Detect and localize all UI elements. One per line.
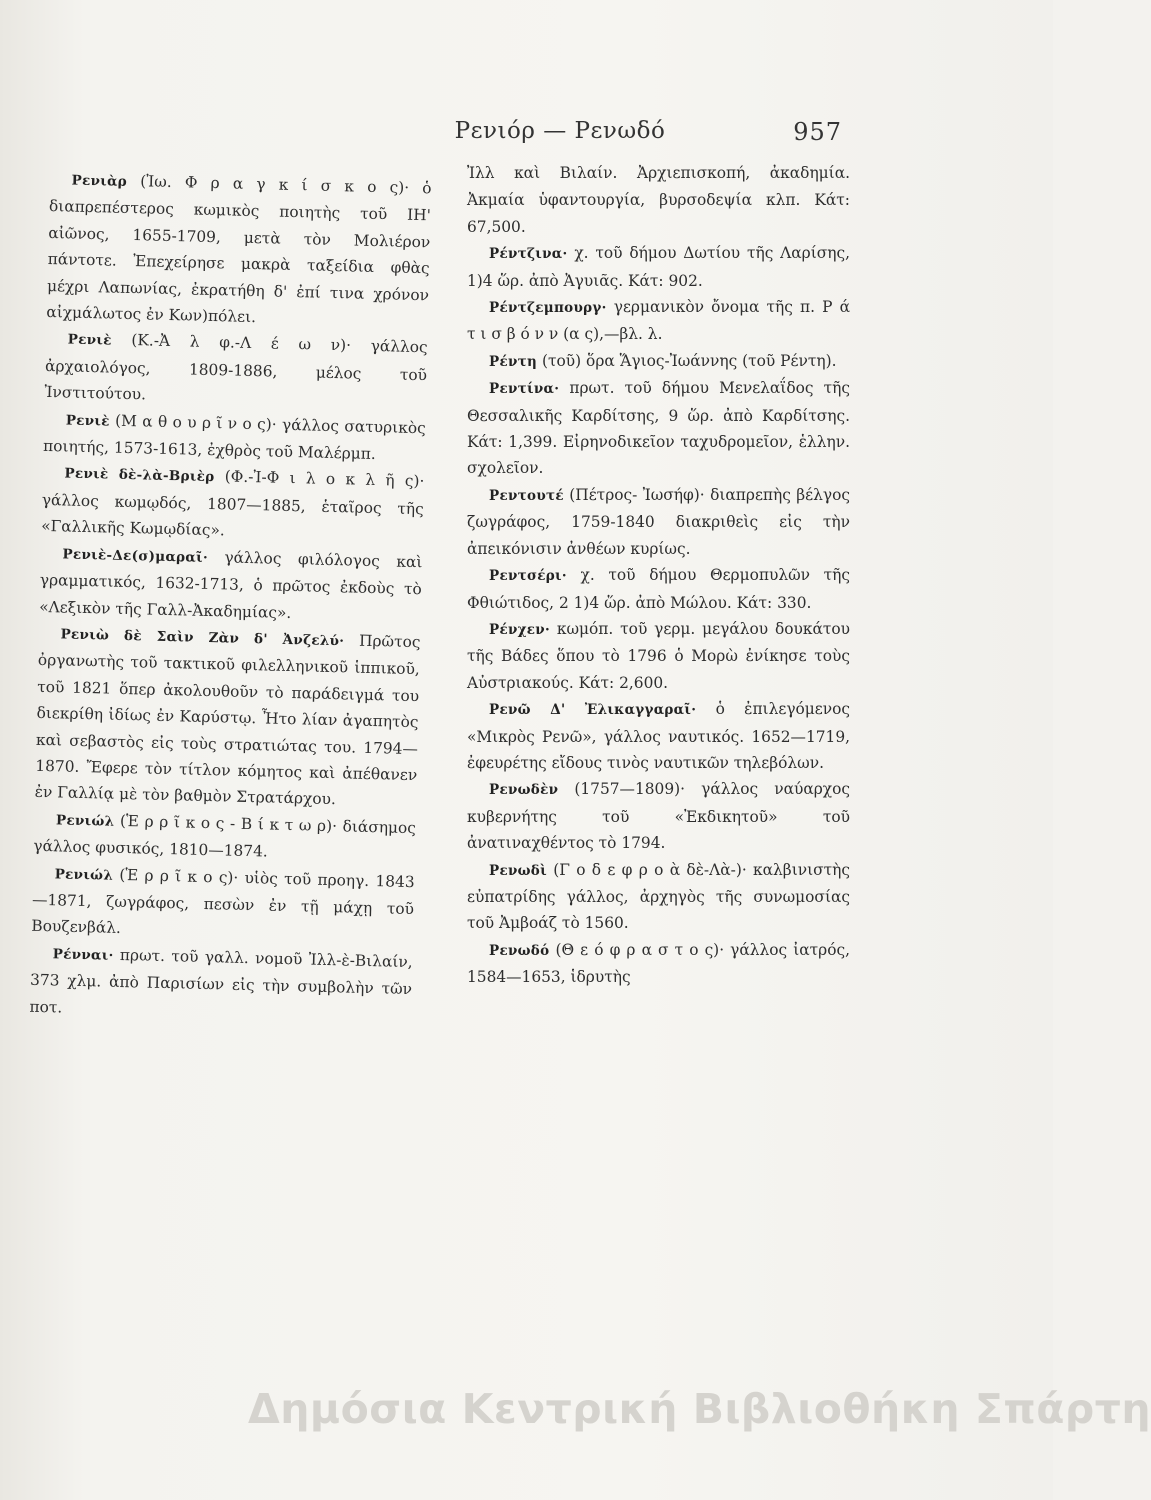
dictionary-entry	[43, 406, 426, 469]
dictionary-entry	[31, 859, 415, 949]
library-watermark: Δημόσια Κεντρική Βιβλιοθήκη Σπάρτη	[248, 1385, 1151, 1433]
entry-headword: Ρενιώλ	[54, 865, 114, 884]
entry-headword: Ρενιὲ δὲ-λὰ-Βριὲρ	[64, 465, 215, 486]
entry-text: πρωτ. τοῦ δήμου Μενελαΐδος τῆς Θεσσαλικῆς Καρδίτσης, 9 ὥρ. ἀπὸ Καρδίτσης. Κάτ: 1,399. Εἰρηνοδικεῖον ταχυδρομεῖον, ἑλλην. σχολεῖον.	[467, 379, 850, 478]
entry-headword: Ρεντσέρι·	[489, 568, 567, 585]
page-header	[0, 118, 1053, 154]
entry-headword: Ρεντίνα·	[489, 381, 560, 398]
entry-text: Ἰλλ καὶ Βιλαίν. Ἀρχιεπισκοπή, ἀκαδημία. Ἀκμαία ὑφαντουργία, βυρσοδεψία κλπ. Κάτ: 67,500.	[467, 164, 850, 236]
right-column	[467, 160, 850, 991]
entry-text: ὁ ἐπιλεγόμενος «Μικρὸς Ρενῶ», γάλλος ναυτικός. 1652—1719, ἐφευρέτης εἴδους τινὸς ναυτικῶν τηλεβόλων.	[467, 700, 851, 772]
dictionary-entry	[467, 616, 850, 696]
dictionary-entry	[467, 937, 850, 991]
dictionary-entry	[467, 857, 850, 937]
dictionary-entry	[39, 540, 423, 630]
entry-headword: Ρενωδὶ	[489, 862, 547, 879]
entry-headword: Ρενωδό	[489, 942, 550, 959]
entry-text: (Μ α θ ο υ ρ ῖ ν ο ς)· γάλλος σατυρικὸς ποιητής, 1573-1613, ἐχθρὸς τοῦ Μαλέρμπ.	[42, 411, 426, 464]
left-column	[29, 166, 432, 1029]
entry-text: χ. τοῦ δήμου Θερμοπυλῶν τῆς Φθιώτιδος, 2 1)4 ὥρ. ἀπὸ Μώλου. Κάτ: 330.	[467, 566, 850, 612]
dictionary-entry	[34, 620, 420, 815]
entry-headword: Ρένναι·	[52, 946, 114, 964]
entry-headword: Ρενῶ Δ' Ἐλικαγγαραῖ·	[489, 702, 697, 719]
entry-headword: Ρενιὲ	[65, 412, 110, 430]
dictionary-entry	[467, 776, 850, 856]
entry-text: κωμόπ. τοῦ γερμ. μεγάλου δουκάτου τῆς Βάδες ὅπου τὸ 1796 ὁ Μορὼ ἐνίκησε τοὺς Αὐστριακούς. Κάτ: 2,600.	[467, 619, 850, 692]
entry-text: (τοῦ) ὅρα Ἅγιος-Ἰωάννης (τοῦ Ρέντη).	[537, 351, 837, 370]
entry-text: (Ἰω. Φ ρ α γ κ ί σ κ ο ς)· ὁ διαπρεπέστερος κωμικὸς ποιητὴς τοῦ ΙΗ' αἰῶνος, 1655-1709, μετὰ τὸν Μολιέρον πάντοτε. Ἐπεχείρησε μακρὰ ταξείδια φθὰς μέχρι Λαπωνίας, ἐκρατήθη δ' ἐπί τινα χρόνον αἰχμάλωτος ἐν Κων)πόλει.	[46, 171, 432, 327]
entry-headword: Ρέντη	[489, 353, 538, 370]
entry-headword: Ρενωδὲν	[489, 782, 559, 799]
entry-text: (Θ ε ό φ ρ α σ τ ο ς)· γάλλος ἰατρός, 1584—1653, ἱδρυτὴς	[467, 940, 850, 987]
dictionary-entry	[467, 240, 850, 294]
entry-text: χ. τοῦ δήμου Δωτίου τῆς Λαρίσης, 1)4 ὥρ. ἀπὸ Ἀγυιᾶς. Κάτ: 902.	[467, 244, 850, 290]
dictionary-entry	[467, 482, 850, 562]
dictionary-entry	[41, 459, 425, 549]
entry-text: Πρῶτος ὀργανωτὴς τοῦ τακτικοῦ φιλελληνικοῦ ἱππικοῦ, τοῦ 1821 ὅπερ ἀκολουθοῦν τὸ παράδειγμά του διεκρίθη ἰδίως ἐν Καρύστῳ. Ἦτο λίαν ἀγαπητὸς καὶ σεβαστὸς εἰς τοὺς στρατιώτας του. 1794—1870. Ἔφερε τὸν τίτλον κόμητος καὶ ἀπέθανεν ἐν Γαλλίᾳ μὲ τὸν βαθμὸν Στρατάρχου.	[34, 631, 421, 809]
dictionary-entry	[29, 940, 413, 1030]
entry-headword: Ρεντουτέ	[489, 487, 564, 504]
running-head: Ρενιόρ — Ρενωδό	[454, 118, 666, 144]
entry-headword: Ρένχεν·	[489, 621, 550, 638]
dictionary-entry	[467, 294, 850, 348]
entry-headword: Ρενιώλ	[55, 812, 115, 830]
entry-text: (1757—1809)· γάλλος ναύαρχος κυβερνήτης τοῦ «Ἐκδικητοῦ» τοῦ ἀνατιναχθέντος τὸ 1794.	[467, 780, 850, 853]
dictionary-entry	[467, 375, 850, 482]
dictionary-entry	[46, 166, 432, 335]
dictionary-entry	[467, 696, 850, 776]
entry-text: γάλλος φιλόλογος καὶ γραμματικός, 1632-1713, ὁ πρῶτος ἐκδοὺς τὸ «Λεξικὸν τῆς Γαλλ-Ἀκαδημίας».	[39, 547, 423, 622]
entry-headword: Ρέντζινα·	[489, 246, 568, 263]
entry-text: (Γ ο δ ε φ ρ ο ὰ δὲ-Λὰ-)· καλβινιστὴς εὐπατρίδης γάλλος, ἀρχηγὸς τῆς συνωμοσίας τοῦ Ἀμβοάζ τὸ 1560.	[467, 860, 850, 933]
entry-text: (Πέτρος- Ἰωσήφ)· διαπρεπὴς βέλγος ζωγράφος, 1759-1840 διακριθεὶς εἰς τὴν ἀπεικόνισιν ἀνθέων κυρίως.	[467, 485, 850, 558]
entry-text: (Ἑ ρ ρ ῖ κ ο ς - Β ί κ τ ω ρ)· διάσημος γάλλος φυσικός, 1810—1874.	[33, 811, 417, 861]
entry-text: (Κ.-Ἀ λ φ.-Λ έ ω ν)· γάλλος ἀρχαιολόγος, 1809-1886, μέλος τοῦ Ἰνστιτούτου.	[44, 331, 428, 404]
dictionary-entry	[467, 562, 850, 616]
dictionary-entry	[33, 806, 416, 869]
dictionary-entry-continuation	[467, 160, 850, 240]
entry-text: γερμανικὸν ὄνομα τῆς π. Ρ ά τ ι σ β ό ν ν (α ς),—βλ. λ.	[467, 298, 850, 344]
entry-headword: Ρενιὰρ	[71, 172, 128, 190]
entry-headword: Ρέντζεμπουργ·	[489, 300, 607, 317]
dictionary-entry	[44, 325, 428, 415]
entry-text: (Ἑ ρ ρ ῖ κ ο ς)· υἱὸς τοῦ προηγ. 1843—1871, ζωγράφος, πεσὼν ἐν τῇ μάχῃ τοῦ Βουζενβάλ.	[31, 865, 415, 938]
page-number: 957	[793, 118, 842, 146]
entry-headword: Ρενιὲ-Δε(σ)μαραῖ·	[62, 546, 209, 566]
entry-text: πρωτ. τοῦ γαλλ. νομοῦ Ἰλλ-ὲ-Βιλαίν, 373 χλμ. ἀπὸ Παρισίων εἰς τὴν συμβολὴν τῶν ποτ.	[29, 945, 413, 1017]
entry-text: (Φ.-Ἰ-Φ ι λ ο κ λ ῆ ς)· γάλλος κωμῳδός, 1807—1885, ἑταῖρος τῆς «Γαλλικῆς Κωμῳδίας».	[40, 467, 425, 540]
entry-headword: Ρενιὼ δὲ Σαὶν Ζὰν δ' Ἀνζελύ·	[60, 626, 345, 650]
entry-headword: Ρενιὲ	[67, 331, 112, 349]
dictionary-entry	[467, 348, 850, 375]
